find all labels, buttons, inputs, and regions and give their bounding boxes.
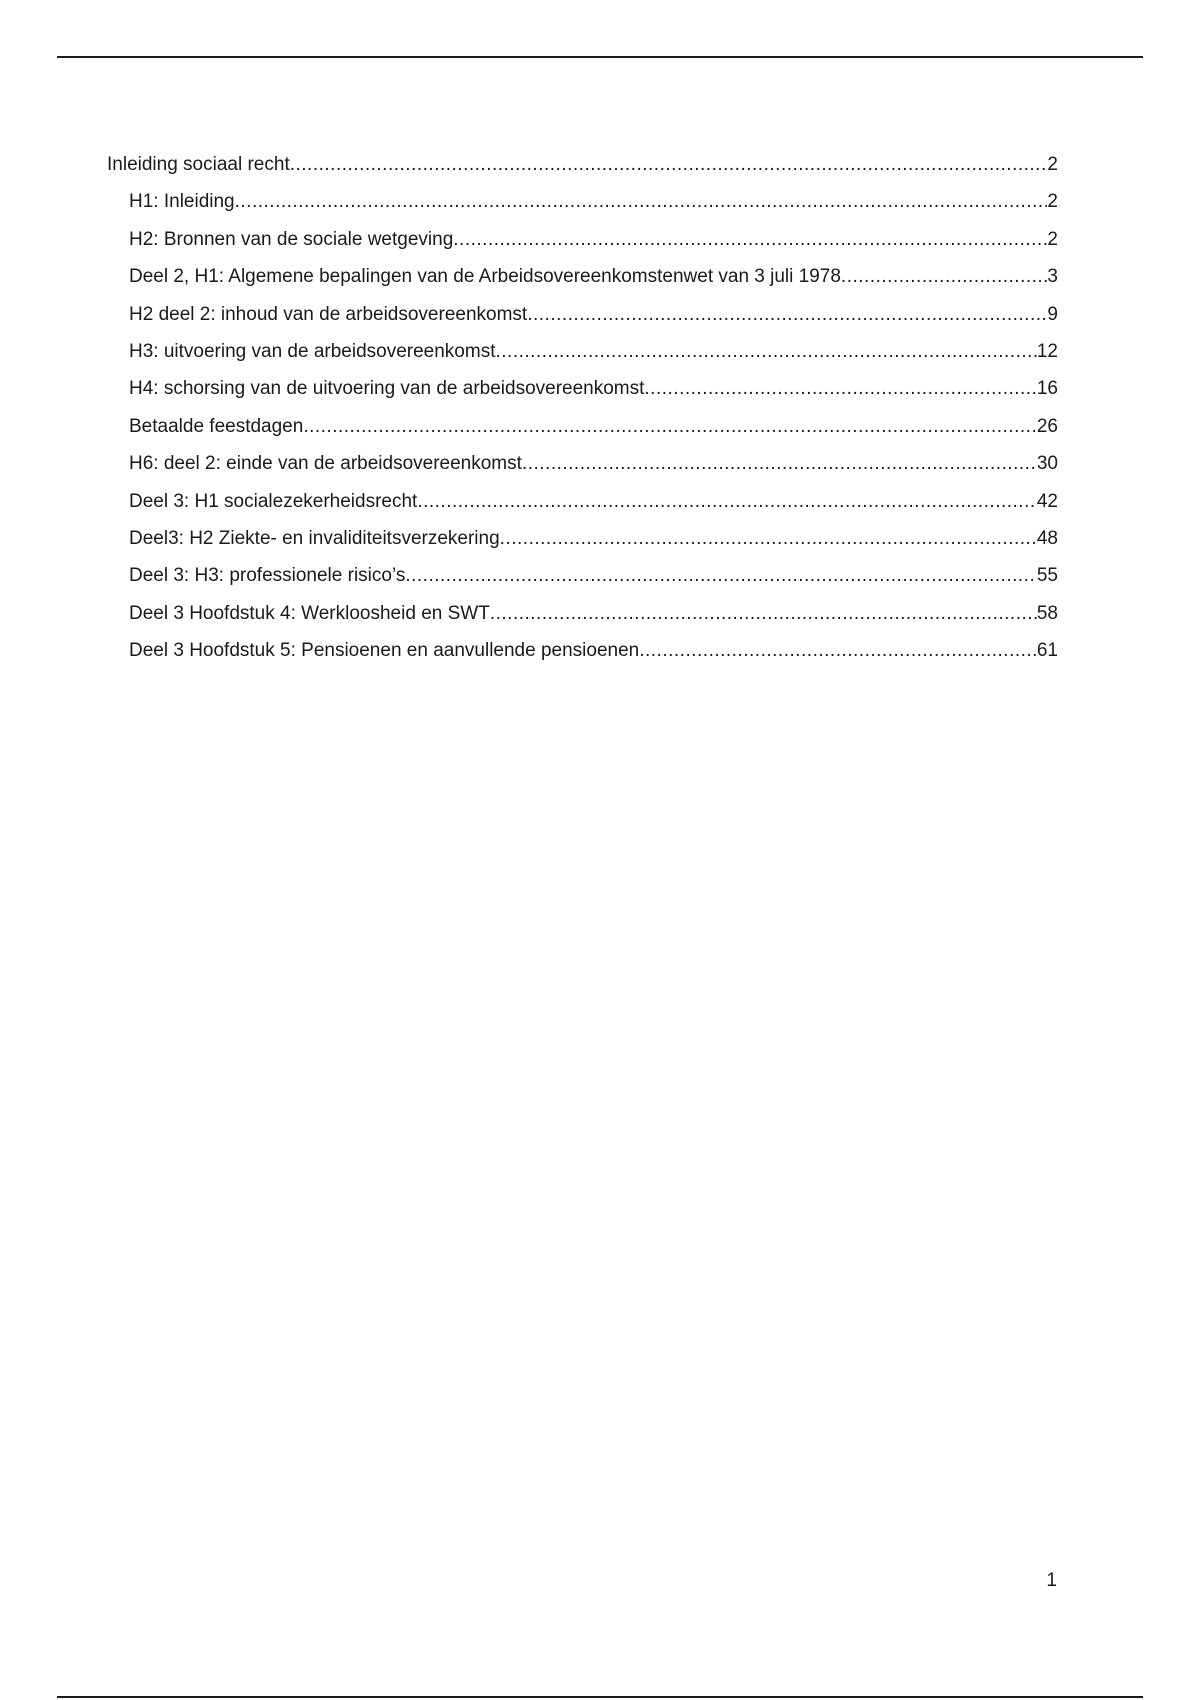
toc-entry-title: Deel 3 Hoofdstuk 4: Werkloosheid en SWT bbox=[129, 602, 490, 624]
toc-entry-page: 26 bbox=[1036, 415, 1058, 437]
toc-entry-title: H6: deel 2: einde van de arbeidsovereenkomst bbox=[129, 453, 522, 475]
toc-entry-page: 3 bbox=[1047, 266, 1058, 288]
toc-entry[interactable] bbox=[107, 258, 1058, 295]
toc-entry[interactable] bbox=[107, 146, 1058, 183]
toc-entry-page: 30 bbox=[1036, 453, 1058, 475]
toc-dot-leader bbox=[453, 221, 1047, 258]
toc-entry-title: Deel 3 Hoofdstuk 5: Pensioenen en aanvullende pensioenen bbox=[129, 640, 640, 662]
toc-entry[interactable] bbox=[107, 333, 1058, 370]
toc-entry-page: 61 bbox=[1036, 640, 1058, 662]
toc-entry[interactable] bbox=[107, 632, 1058, 669]
toc-dot-leader bbox=[417, 483, 1037, 520]
toc-entry[interactable] bbox=[107, 483, 1058, 520]
toc-entry[interactable] bbox=[107, 445, 1058, 482]
page-number: 1 bbox=[1046, 1570, 1057, 1591]
toc-entry[interactable] bbox=[107, 595, 1058, 632]
toc-entry-title: Inleiding sociaal recht bbox=[107, 154, 290, 175]
toc-dot-leader bbox=[841, 258, 1048, 295]
toc-dot-leader bbox=[303, 408, 1037, 445]
toc-dot-leader bbox=[527, 296, 1047, 333]
toc-dot-leader bbox=[644, 370, 1036, 407]
toc-entry-page: 12 bbox=[1036, 340, 1058, 362]
toc-entry[interactable] bbox=[107, 221, 1058, 258]
toc-entry-title: Deel 2, H1: Algemene bepalingen van de Arbeidsovereenkomstenwet van 3 juli 1978 bbox=[129, 266, 841, 288]
toc-entry-page: 2 bbox=[1047, 191, 1058, 213]
toc-dot-leader bbox=[522, 445, 1037, 482]
toc-dot-leader bbox=[235, 183, 1048, 220]
toc-entry[interactable] bbox=[107, 520, 1058, 557]
toc-dot-leader bbox=[639, 632, 1037, 669]
toc-entry-page: 55 bbox=[1036, 565, 1058, 587]
toc-entry-title: Deel 3: H3: professionele risico’s bbox=[129, 565, 406, 587]
toc-entry-title: H4: schorsing van de uitvoering van de arbeidsovereenkomst bbox=[129, 378, 645, 400]
toc-entry-title: H2: Bronnen van de sociale wetgeving bbox=[129, 228, 454, 250]
toc-entry[interactable] bbox=[107, 408, 1058, 445]
toc-dot-leader bbox=[490, 595, 1037, 632]
toc-entry-page: 16 bbox=[1036, 378, 1058, 400]
footer-rule bbox=[57, 1696, 1143, 1698]
toc-entry-page: 58 bbox=[1036, 602, 1058, 624]
toc-entry-title: H2 deel 2: inhoud van de arbeidsovereenkomst bbox=[129, 303, 528, 325]
header-rule bbox=[57, 56, 1143, 58]
toc-entry-title: H1: Inleiding bbox=[129, 191, 235, 213]
toc-dot-leader bbox=[500, 520, 1037, 557]
toc-entry-page: 42 bbox=[1036, 490, 1058, 512]
toc-entry-page: 2 bbox=[1047, 228, 1058, 250]
toc-entry-page: 9 bbox=[1047, 303, 1058, 325]
toc-entry[interactable] bbox=[107, 557, 1058, 594]
toc-entry-title: Deel 3: H1 socialezekerheidsrecht bbox=[129, 490, 418, 512]
toc-dot-leader bbox=[405, 557, 1037, 594]
toc-entry-title: H3: uitvoering van de arbeidsovereenkomst bbox=[129, 340, 496, 362]
toc-entry-page: 48 bbox=[1036, 527, 1058, 549]
toc-entry[interactable] bbox=[107, 370, 1058, 407]
toc-entry[interactable] bbox=[107, 296, 1058, 333]
table-of-contents bbox=[107, 146, 1058, 669]
toc-entry-title: Betaalde feestdagen bbox=[129, 415, 304, 437]
toc-dot-leader bbox=[495, 333, 1036, 370]
toc-entry-title: Deel3: H2 Ziekte- en invaliditeitsverzekering bbox=[129, 527, 500, 549]
toc-entry[interactable] bbox=[107, 183, 1058, 220]
toc-entry-page: 2 bbox=[1047, 154, 1058, 175]
toc-dot-leader bbox=[290, 146, 1048, 183]
